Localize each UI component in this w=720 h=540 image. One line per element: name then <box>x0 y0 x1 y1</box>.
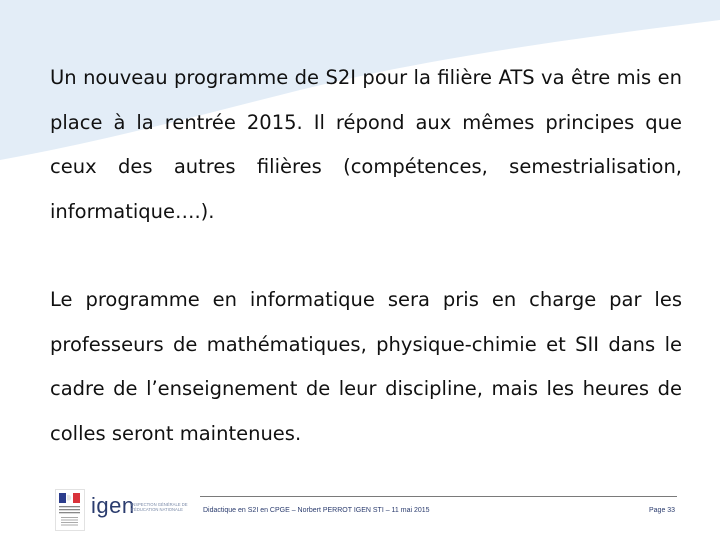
igen-logo-subtitle: INSPECTION GÉNÉRALE DE L’ÉDUCATION NATIONALE <box>131 502 188 512</box>
page-number: Page 33 <box>649 507 676 514</box>
igen-logo <box>91 493 201 535</box>
paragraph-ats-program: Un nouveau programme de S2I pour la filière ATS va être mis en place à la rentrée 2015. Il répond aux mêmes principes que ceux des autres filières (compétences, semestrialisation, informatique….). <box>50 66 682 223</box>
footer-divider <box>200 496 677 497</box>
footer-caption: Didactique en S2I en CPGE – Norbert PERROT IGEN STI – 11 mai 2015 <box>203 507 430 514</box>
slide-body <box>50 56 682 456</box>
paragraph-informatique: Le programme en informatique sera pris en charge par les professeurs de mathématiques, physique-chimie et SII dans le cadre de l’enseignement de leur discipline, mais les heures de colles seront maintenues. <box>50 288 682 445</box>
slide-footer <box>0 480 720 540</box>
igen-logo-word: igen <box>91 493 135 518</box>
marianne-logo-icon <box>55 489 85 531</box>
paragraph-spacer <box>50 234 682 278</box>
